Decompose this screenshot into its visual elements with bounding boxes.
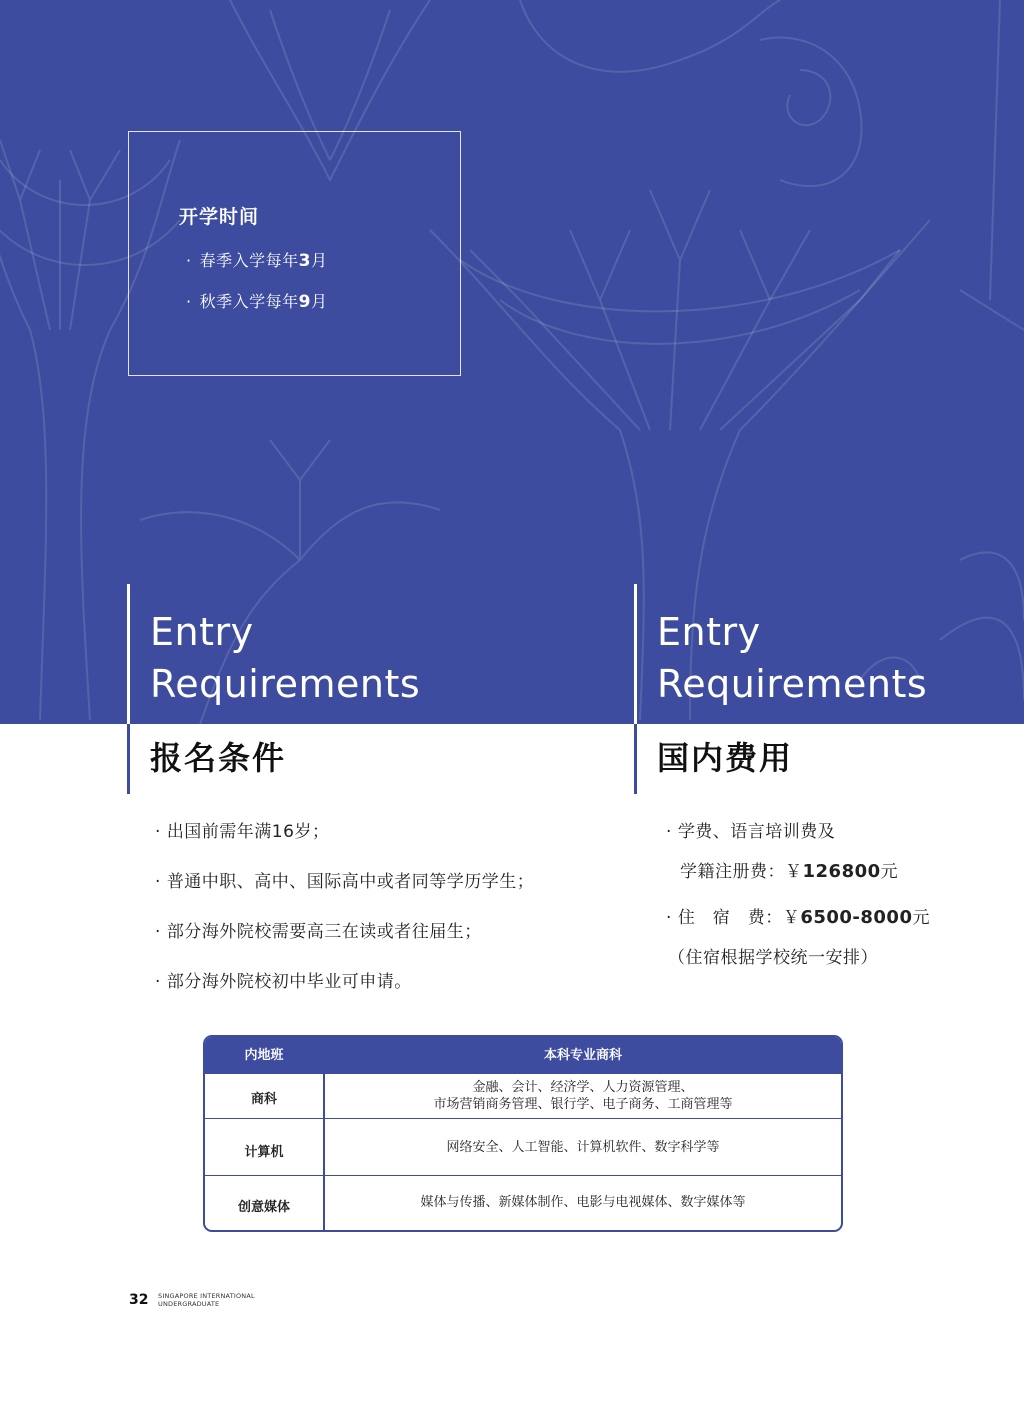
table-header bbox=[205, 1037, 841, 1074]
table-row bbox=[205, 1074, 841, 1118]
fee-tuition-line2 bbox=[680, 857, 898, 882]
entry-line-1: Entry bbox=[150, 610, 254, 654]
fee-unit: 元 bbox=[912, 908, 930, 928]
entry-line-2: Requirements bbox=[150, 662, 421, 706]
table-cell-category: 计算机 bbox=[244, 1145, 284, 1160]
table-header-cell: 内地班 bbox=[244, 1048, 284, 1063]
fee-amount: 6500-8000 bbox=[800, 907, 913, 928]
table-cell-majors bbox=[325, 1079, 841, 1113]
fee-unit: 元 bbox=[880, 862, 899, 882]
table-cell-category: 商科 bbox=[250, 1092, 277, 1107]
list-item: · 出国前需年满16岁； bbox=[155, 822, 330, 842]
right-entry-heading bbox=[657, 606, 927, 710]
right-accent-bar-top bbox=[634, 584, 637, 724]
intake-item-text: 秋季入学每年 bbox=[199, 292, 299, 311]
left-accent-bar-top bbox=[127, 584, 130, 724]
list-item-text: 部分海外院校初中毕业可申请。 bbox=[166, 972, 412, 992]
requirements-title: 报名条件 bbox=[150, 739, 287, 777]
table-cell-majors: 媒体与传播、新媒体制作、电影与电视媒体、数字媒体等 bbox=[420, 1195, 746, 1210]
intake-item-unit: 月 bbox=[310, 251, 328, 270]
fee-amount: 126800 bbox=[802, 861, 881, 882]
fee-label: 住 宿 费：￥ bbox=[677, 908, 801, 928]
table-cell-majors: 网络安全、人工智能、计算机软件、数字科学等 bbox=[446, 1140, 720, 1155]
right-accent-bar bbox=[634, 724, 637, 794]
page-number: 32 bbox=[129, 1292, 149, 1308]
fee-tuition-line1: · 学费、语言培训费及 bbox=[666, 822, 836, 842]
table-row bbox=[205, 1176, 841, 1232]
footer-line: SINGAPORE INTERNATIONAL bbox=[158, 1292, 255, 1300]
intake-item-text: 春季入学每年 bbox=[199, 251, 299, 270]
list-item-text: 出国前需年满16岁； bbox=[166, 822, 330, 842]
list-item-text: 普通中职、高中、国际高中或者同等学历学生； bbox=[166, 872, 535, 892]
intake-item-number: 3 bbox=[298, 251, 311, 271]
intake-item-unit: 月 bbox=[310, 292, 328, 311]
list-item: · 部分海外院校初中毕业可申请。 bbox=[155, 972, 412, 992]
left-entry-heading bbox=[150, 606, 420, 710]
list-item: · 部分海外院校需要高三在读或者往届生； bbox=[155, 922, 482, 942]
fee-accommodation: · 住 宿 费：￥6500-8000元 bbox=[666, 907, 930, 928]
intake-item-spring bbox=[186, 248, 327, 271]
domestic-fees-title: 国内费用 bbox=[657, 739, 794, 777]
fee-label: 学籍注册费：￥ bbox=[680, 862, 803, 882]
footer-line: UNDERGRADUATE bbox=[158, 1300, 220, 1308]
table-header-cell: 本科专业商科 bbox=[543, 1048, 622, 1063]
majors-line: 市场营销商务管理、银行学、电子商务、工商管理等 bbox=[433, 1097, 733, 1112]
majors-line: 金融、会计、经济学、人力资源管理、 bbox=[472, 1080, 694, 1095]
table-cell-category: 创意媒体 bbox=[237, 1200, 290, 1215]
left-accent-bar bbox=[127, 724, 130, 794]
table-row bbox=[205, 1119, 841, 1175]
list-item-text: 部分海外院校需要高三在读或者往届生； bbox=[166, 922, 482, 942]
footer-publication bbox=[158, 1292, 255, 1308]
intake-item-autumn bbox=[186, 289, 327, 312]
fee-text: 学费、语言培训费及 bbox=[677, 822, 836, 842]
entry-line-1: Entry bbox=[657, 610, 761, 654]
fee-accommodation-note: （住宿根据学校统一安排） bbox=[668, 948, 878, 968]
intake-item-number: 9 bbox=[298, 292, 311, 312]
list-item: · 普通中职、高中、国际高中或者同等学历学生； bbox=[155, 872, 535, 892]
intake-title: 开学时间 bbox=[179, 206, 260, 228]
bullet-dot: · bbox=[186, 251, 192, 270]
bullet-dot: · bbox=[186, 292, 192, 311]
majors-table bbox=[203, 1035, 843, 1232]
entry-line-2: Requirements bbox=[657, 662, 928, 706]
intake-time-box bbox=[128, 131, 461, 376]
